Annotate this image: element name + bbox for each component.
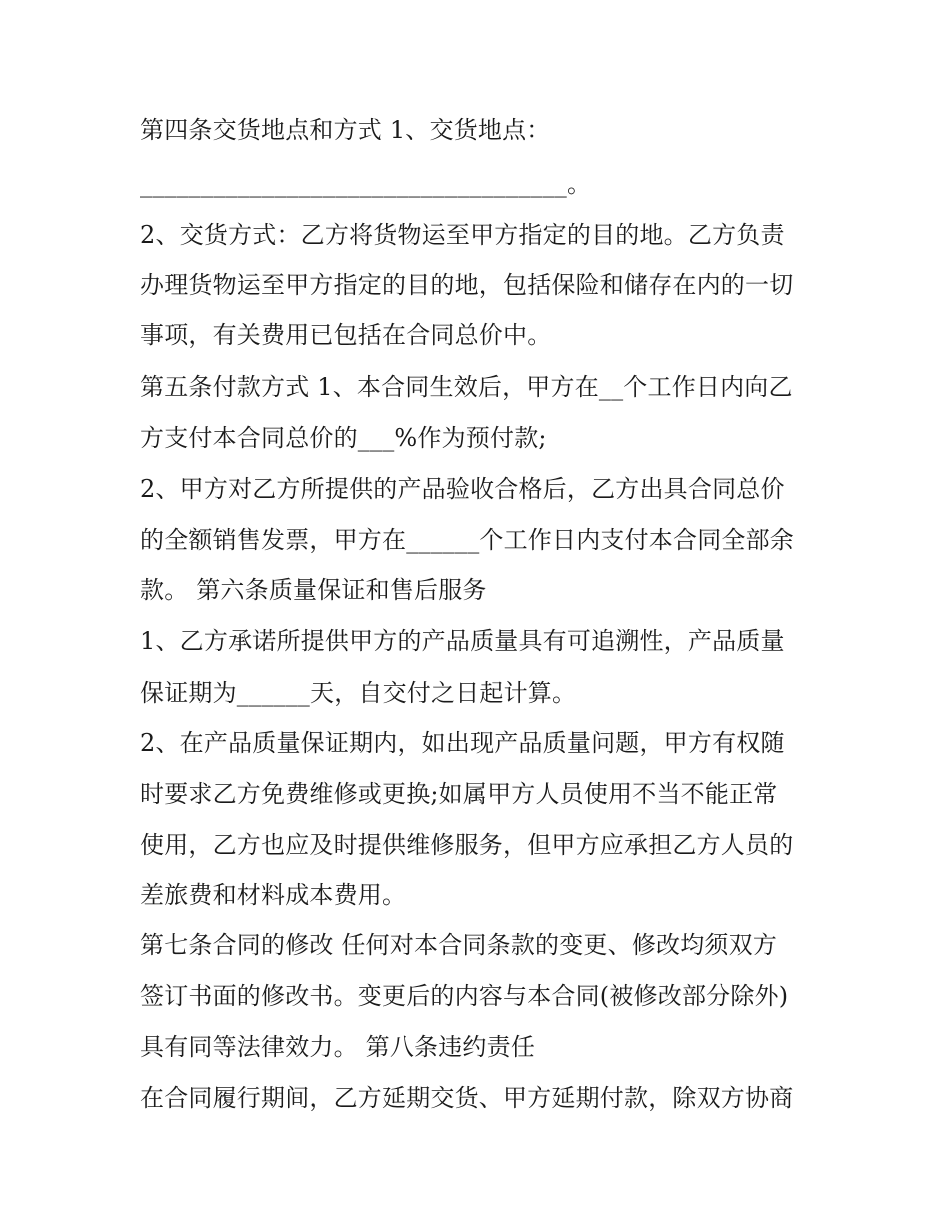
clause-7-heading: 第七条合同的修改 任何对本合同条款的变更、修改均须双方: [140, 931, 778, 959]
text-line: 使用，乙方也应及时提供维修服务，但甲方应承担乙方人员的: [140, 831, 794, 859]
text-line: 时要求乙方免费维修或更换;如属甲方人员使用不当不能正常: [140, 780, 778, 808]
text-line: 2、交货方式：乙方将货物运至甲方指定的目的地。乙方负责: [140, 221, 785, 249]
text-line: 方支付本合同总价的___%作为预付款;: [140, 424, 547, 452]
clause-6-heading: 款。 第六条质量保证和售后服务: [140, 576, 487, 604]
delivery-location-blank: ___________________________________。: [140, 170, 592, 198]
text-line: 1、乙方承诺所提供甲方的产品质量具有可追溯性，产品质量: [140, 627, 785, 655]
text-line: 事项，有关费用已包括在合同总价中。: [140, 321, 552, 349]
text-line: 2、在产品质量保证期内，如出现产品质量问题，甲方有权随: [140, 729, 785, 757]
text-line: 签订书面的修改书。变更后的内容与本合同(被修改部分除外): [140, 982, 789, 1010]
text-line: 在合同履行期间，乙方延期交货、甲方延期付款，除双方协商: [140, 1084, 794, 1112]
clause-4-heading: 第四条交货地点和方式 1、交货地点：: [140, 116, 551, 144]
clause-5-heading: 第五条付款方式 1、本合同生效后，甲方在__个工作日内向乙: [140, 373, 793, 401]
text-line: 办理货物运至甲方指定的目的地，包括保险和储存在内的一切: [140, 271, 794, 299]
text-line: 差旅费和材料成本费用。: [140, 881, 407, 909]
clause-8-heading: 具有同等法律效力。 第八条违约责任: [140, 1033, 536, 1061]
text-line: 保证期为______天，自交付之日起计算。: [140, 679, 577, 707]
text-line: 的全额销售发票，甲方在______个工作日内支付本合同全部余: [140, 526, 794, 554]
text-line: 2、甲方对乙方所提供的产品验收合格后，乙方出具合同总价: [140, 475, 785, 503]
